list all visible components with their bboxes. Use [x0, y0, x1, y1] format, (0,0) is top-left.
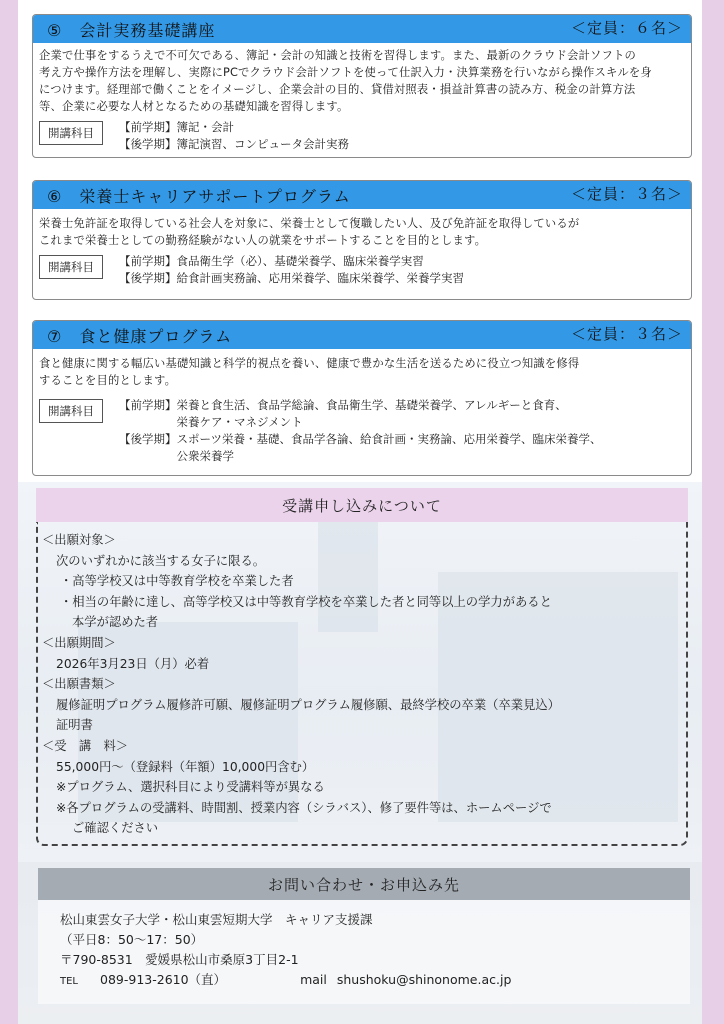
course-row	[33, 389, 691, 471]
program-header	[33, 181, 691, 209]
left-border-band	[0, 0, 18, 1024]
program-title: ⑥ 栄養士キャリアサポートプログラム	[47, 186, 351, 206]
right-border-band	[702, 0, 724, 1024]
program-capacity: ＜定員：３名＞	[570, 325, 683, 343]
application-line: 55,000円～（登録料（年額）10,000円含む）	[56, 759, 315, 774]
description-line: 栄養士免許証を取得している社会人を対象に、栄養士として復職したい人、及び免許証を取得しているが	[39, 217, 580, 230]
term-courses: 食品衛生学（必）、基礎栄養学、臨床栄養学実習	[176, 254, 424, 268]
term-courses: 給食計画実務論、応用栄養学、臨床栄養学、栄養学実習	[176, 271, 464, 285]
application-line: ＜出願書類＞	[42, 677, 116, 692]
application-line: ※プログラム、選択科目により受講料等が異なる	[56, 780, 325, 795]
application-line: ご確認ください	[72, 821, 159, 836]
course-row	[33, 115, 691, 159]
term-label: 【前学期】	[119, 398, 177, 412]
description-line: することを目的とします。	[39, 374, 177, 387]
contact-org: 松山東雲女子大学・松山東雲短期大学 キャリア支援課	[60, 912, 373, 927]
term-courses: 栄養と食生活、食品学総論、食品衛生学、基礎栄養学、アレルギーと食育、	[176, 398, 567, 412]
program-header	[33, 321, 691, 349]
term-label: 【後学期】	[119, 137, 177, 151]
term-label: 【前学期】	[119, 120, 177, 134]
application-heading: 受講申し込みについて	[36, 488, 688, 522]
application-line: 本学が認めた者	[72, 615, 159, 630]
tel-number: 089-913-2610（直）	[100, 972, 227, 987]
program-description	[33, 209, 691, 249]
course-list	[119, 397, 602, 465]
course-row	[33, 249, 691, 293]
application-line: ＜出願期間＞	[42, 635, 116, 650]
program-capacity: ＜定員：３名＞	[570, 185, 683, 203]
course-label: 開講科目	[39, 121, 103, 145]
application-line: 証明書	[56, 718, 93, 733]
term-label: 【後学期】	[119, 432, 177, 446]
application-line: ※各プログラムの受講料、時間割、授業内容（シラバス）、修了要件等は、ホームページで	[56, 800, 552, 815]
contact-address: 〒790-8531 愛媛県松山市桑原3丁目2-1	[60, 952, 299, 967]
application-details	[42, 530, 560, 839]
term-courses: 栄養ケア・マネジメント	[176, 415, 303, 429]
program-title: ⑤ 会計実務基礎講座	[47, 20, 216, 40]
program-card-food-health	[32, 320, 692, 476]
program-card-dietitian	[32, 180, 692, 300]
term-courses: スポーツ栄養・基礎、食品学各論、給食計画・実務論、応用栄養学、臨床栄養学、	[176, 432, 602, 446]
program-title: ⑦ 食と健康プログラム	[47, 326, 233, 346]
program-description	[33, 43, 691, 115]
application-line: 履修証明プログラム履修許可願、履修証明プログラム履修願、最終学校の卒業（卒業見込）	[56, 697, 560, 712]
application-line: ＜出願対象＞	[42, 533, 116, 547]
course-list	[119, 253, 464, 287]
application-line: ・相当の年齢に達し、高等学校又は中等教育学校を卒業した者と同等以上の学力があると	[60, 594, 552, 609]
application-line: 次のいずれかに該当する女子に限る。	[56, 553, 266, 568]
term-label: 【後学期】	[119, 271, 177, 285]
contact-details	[60, 910, 511, 992]
program-card-accounting	[32, 14, 692, 158]
description-line: 等、企業に必要な人材となるための基礎知識を習得します。	[39, 100, 349, 113]
contact-phone-mail-line	[60, 970, 511, 992]
contact-heading: お問い合わせ・お申込み先	[38, 868, 690, 900]
description-line: 企業で仕事をするうえで不可欠である、簿記・会計の知識と技術を習得します。また、最新のクラウド会計ソフトの	[39, 49, 636, 62]
course-label: 開講科目	[39, 255, 103, 279]
program-description	[33, 349, 691, 389]
application-line: ・高等学校又は中等教育学校を卒業した者	[60, 574, 294, 589]
term-courses: 公衆栄養学	[176, 449, 234, 463]
description-line: 食と健康に関する幅広い基礎知識と科学的視点を養い、健康で豊かな生活を送るために役立つ知識を修得	[39, 357, 580, 370]
course-label: 開講科目	[39, 399, 103, 423]
contact-hours: （平日8：50～17：50）	[60, 932, 204, 947]
mail-label: mail	[300, 972, 327, 987]
term-courses: 簿記・会計	[176, 120, 234, 134]
term-label: 【前学期】	[119, 254, 177, 268]
application-line: ＜受 講 料＞	[42, 738, 129, 753]
description-line: 考え方や操作方法を理解し、実際にPCでクラウド会計ソフトを使って仕訳入力・決算業務を行いながら操作スキルを身	[39, 66, 652, 79]
application-line: 2026年3月23日（月）必着	[56, 656, 210, 671]
description-line: これまで栄養士としての勤務経験がない人の就業をサポートすることを目的とします。	[39, 234, 487, 247]
mail-address[interactable]: shushoku@shinonome.ac.jp	[336, 972, 512, 987]
description-line: につけます。経理部で働くことをイメージし、企業会計の目的、貸借対照表・損益計算書の読み方、税金の計算方法	[39, 83, 636, 96]
program-capacity: ＜定員：６名＞	[570, 19, 683, 37]
term-courses: 簿記演習、コンピュータ会計実務	[176, 137, 349, 151]
course-list	[119, 119, 349, 153]
tel-label: TEL	[60, 976, 78, 987]
program-header	[33, 15, 691, 43]
